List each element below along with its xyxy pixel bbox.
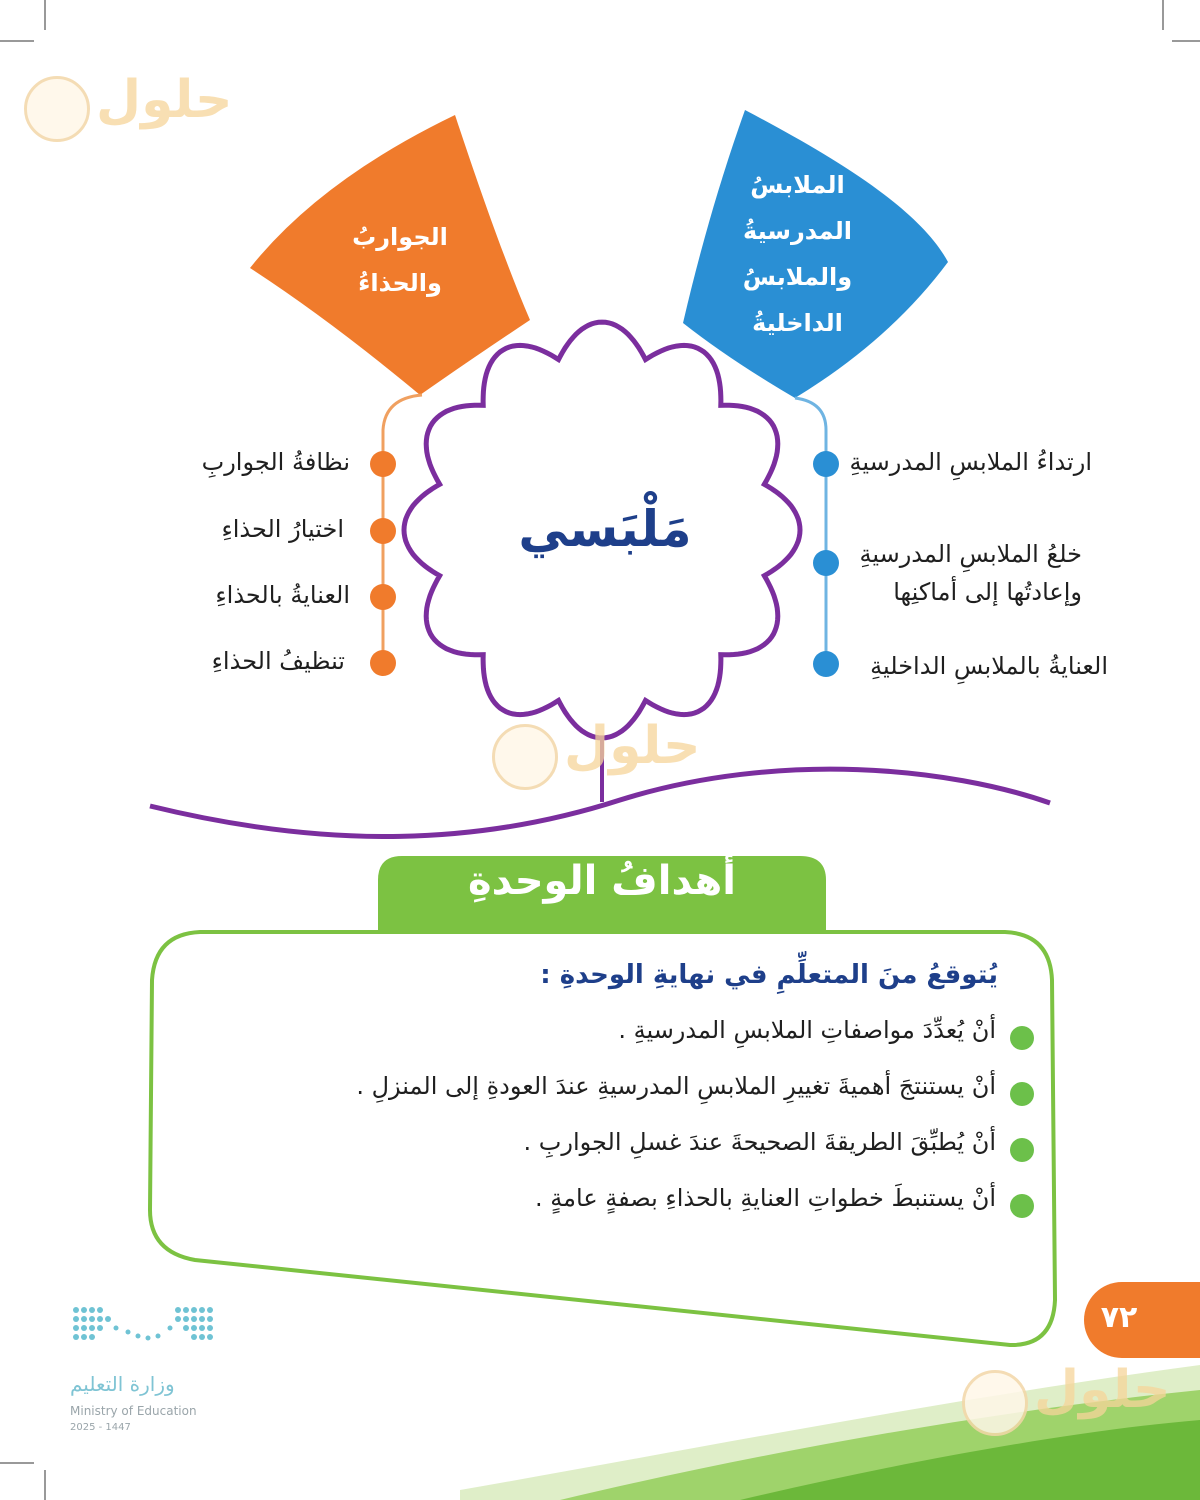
right-branch-heading — [715, 162, 880, 346]
crop-mark — [0, 1462, 34, 1464]
ministry-logo-icon — [68, 1302, 218, 1358]
right-bullet-dot — [813, 451, 839, 477]
right-branch-heading-line: المدرسيةُ — [743, 217, 852, 245]
right-bullet-dot — [813, 651, 839, 677]
left-bullet-dot — [370, 584, 396, 610]
right-branch-item: ارتداءُ الملابسِ المدرسيةِ — [849, 448, 1092, 476]
right-branch-heading-line: والملابسُ — [742, 263, 853, 291]
left-branch-item: العنايةُ بالحذاءِ — [215, 581, 350, 609]
center-title: مَلْبَسي — [518, 500, 692, 558]
watermark-text: حلول — [564, 716, 701, 776]
crop-mark — [44, 1470, 46, 1500]
watermark-logo-icon — [962, 1370, 1028, 1436]
right-bullet-dot — [813, 550, 839, 576]
goals-intro: يُتوقعُ منَ المتعلِّمِ في نهايةِ الوحدةِ : — [540, 960, 998, 990]
watermark-logo-icon — [492, 724, 558, 790]
watermark — [962, 1360, 1182, 1440]
goal-item: أنْ يستنبطَ خطواتِ العنايةِ بالحذاءِ بصفةٍ عامةٍ . — [535, 1184, 996, 1212]
watermark — [492, 716, 712, 796]
left-branch-heading — [320, 214, 480, 306]
goal-bullet-dot — [1010, 1138, 1034, 1162]
left-bullet-dot — [370, 518, 396, 544]
left-bullet-dot — [370, 451, 396, 477]
left-branch-heading-line: والحذاءُ — [358, 269, 442, 297]
left-branch-heading-line: الجواربُ — [352, 223, 448, 251]
left-branch-item: نظافةُ الجواربِ — [201, 448, 350, 476]
goal-item: أنْ يستنتجَ أهميةَ تغييرِ الملابسِ المدرسيةِ عندَ العودةِ إلى المنزلِ . — [356, 1072, 996, 1100]
goal-item: أنْ يُعدِّدَ مواصفاتِ الملابسِ المدرسيةِ . — [618, 1016, 996, 1044]
page-number-tab — [1084, 1282, 1200, 1358]
page-number: ٧٢ — [1100, 1300, 1138, 1335]
right-branch-item: وإعادتُها إلى أماكنِها — [893, 578, 1082, 606]
right-branch-item: العنايةُ بالملابسِ الداخليةِ — [870, 652, 1108, 680]
goals-header-title: أهدافُ الوحدةِ — [467, 858, 736, 904]
right-branch-heading-line: الداخليةُ — [752, 309, 843, 337]
left-branch-item: تنظيفُ الحذاءِ — [211, 647, 345, 675]
goal-bullet-dot — [1010, 1082, 1034, 1106]
watermark-text: حلول — [96, 70, 233, 130]
ministry-years: 2025 - 1447 — [70, 1422, 131, 1433]
ministry-name-ar: وزارة التعليم — [70, 1372, 175, 1396]
right-branch-heading-line: الملابسُ — [750, 171, 845, 199]
watermark-text: حلول — [1034, 1360, 1171, 1420]
goal-item: أنْ يُطبِّقَ الطريقةَ الصحيحةَ عندَ غسلِ الجواربِ . — [523, 1128, 996, 1156]
left-bullet-dot — [370, 650, 396, 676]
left-branch-item: اختيارُ الحذاءِ — [221, 515, 344, 543]
goal-bullet-dot — [1010, 1026, 1034, 1050]
ministry-name-en: Ministry of Education — [70, 1404, 197, 1418]
right-branch-item: خلعُ الملابسِ المدرسيةِ — [859, 540, 1082, 568]
goal-bullet-dot — [1010, 1194, 1034, 1218]
